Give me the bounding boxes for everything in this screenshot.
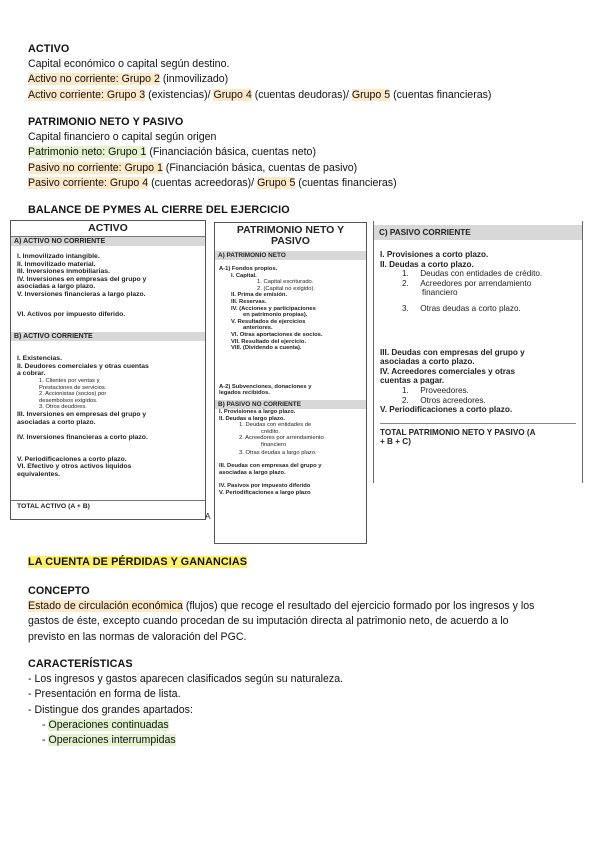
activo-line1: Capital económico o capital según destino. <box>28 58 230 71</box>
row: 2. Acreedores por arrendamiento <box>239 435 324 442</box>
highlight: Pasivo no corriente: Grupo 1 <box>28 161 163 174</box>
balance-activo-table <box>10 220 206 520</box>
row <box>380 386 576 396</box>
row: crédito. <box>261 428 281 435</box>
row: VI. Efectivo y otros activos líquidos <box>17 463 132 471</box>
concepto-section <box>28 584 573 645</box>
row <box>380 396 576 406</box>
row: I. Capital. <box>231 272 257 279</box>
table-title: PATRIMONIO NETO Y <box>236 224 345 236</box>
pyg-heading-wrap <box>28 555 573 570</box>
pnp-pc <box>28 176 573 191</box>
row: IV. Inversiones financieras a corto plazo. <box>17 434 148 442</box>
stray-letter: A <box>205 512 211 521</box>
row: V. Periodificaciones a largo plazo <box>219 489 311 496</box>
row: I. Provisiones a corto plazo. <box>380 250 489 259</box>
num: 2. <box>402 278 409 288</box>
row: asociadas a corto plazo. <box>380 357 475 367</box>
row: V. Periodificaciones a corto plazo. <box>17 455 127 463</box>
row: legados recibidos. <box>219 390 270 397</box>
row: VI. Otras aportaciones de socios. <box>231 331 323 338</box>
section-header: A) PATRIMONIO NETO <box>215 251 366 260</box>
row: VIII. (Dividendo a cuenta). <box>231 345 302 352</box>
highlight: Operaciones continuadas <box>48 718 169 731</box>
row: II. Deudores comerciales y otras cuentas <box>17 362 149 370</box>
section-header: A) ACTIVO NO CORRIENTE <box>11 236 205 246</box>
dash: - <box>42 734 49 747</box>
label: Proveedores. <box>420 385 469 395</box>
row: II. Deudas a corto plazo. <box>380 259 474 269</box>
row: VI. Activos por impuesto diferido. <box>17 310 126 318</box>
num: 3. <box>402 303 409 313</box>
label: Otras deudas a corto plazo. <box>420 303 521 313</box>
row: V. Resultados de ejercicios <box>231 318 306 325</box>
row: en patrimonio propias). <box>243 312 308 319</box>
row: II. Inmovilizado material. <box>17 260 96 268</box>
num: 2. <box>402 395 409 405</box>
balance-pn-table <box>214 222 367 544</box>
pyg-heading: LA CUENTA DE PÉRDIDAS Y GANANCIAS <box>28 556 248 568</box>
text: (flujos) que recoge el resultado del ejercicio formado por los ingresos y los <box>182 600 535 613</box>
text: (Financiación básica, cuentas neto) <box>146 146 316 159</box>
pnp-pn <box>28 145 573 160</box>
label: Deudas con entidades de crédito. <box>420 269 543 279</box>
activo-section <box>28 42 573 103</box>
caracteristicas-heading: CARACTERÍSTICAS <box>28 658 133 670</box>
row <box>380 269 576 279</box>
highlight: Grupo 5 <box>351 88 391 101</box>
concepto-line2: gastos de éste, excepto cuando procedan de su imputación directa al patrimonio neto, de acuerdo a lo <box>28 615 509 628</box>
row: I. Inmovilizado intangible. <box>17 253 100 260</box>
row: III. Deudas con empresas del grupo y <box>380 347 525 357</box>
pnp-pnc <box>28 161 573 176</box>
total-row: TOTAL PATRIMONIO NETO Y PASIVO (A <box>380 427 536 437</box>
row: equivalentes. <box>17 470 61 478</box>
list-item: - Presentación en forma de lista. <box>28 688 181 701</box>
row: 1. Deudas con entidades de <box>239 422 312 429</box>
highlight: Grupo 5 <box>257 176 296 189</box>
label: Acreedores por arrendamiento <box>420 278 532 288</box>
highlight: Pasivo corriente: Grupo 4 <box>28 176 149 189</box>
row: III. Deudas con empresas del grupo y <box>219 463 322 470</box>
highlight: Patrimonio neto: Grupo 1 <box>28 146 147 159</box>
balance-heading: BALANCE DE PYMES AL CIERRE DEL EJERCICIO <box>28 204 290 216</box>
row: V. Inversiones financieras a largo plazo. <box>17 290 146 298</box>
total-row: + B + C) <box>380 437 411 447</box>
row: asociadas a corto plazo. <box>17 418 96 426</box>
row: IV. Pasivos por impuesto diferido <box>219 483 311 490</box>
row: A-2) Subvenciones, donaciones y <box>219 383 312 390</box>
section-header: B) ACTIVO CORRIENTE <box>11 332 205 341</box>
text: (cuentas deudoras)/ <box>251 88 352 101</box>
activo-corriente <box>28 88 573 103</box>
balance-pc-table <box>373 221 583 483</box>
row: 2. (Capital no exigido). <box>257 285 316 292</box>
row: desembolsos exigidos. <box>39 397 98 404</box>
row: III. Inversiones en empresas del grupo y <box>17 410 147 418</box>
row: financiero <box>422 288 458 298</box>
num: 1. <box>402 269 409 279</box>
row: V. Periodificaciones a corto plazo. <box>380 405 513 415</box>
row <box>380 279 576 289</box>
text: (cuentas acreedoras)/ <box>148 176 258 189</box>
row: Prestaciones de servicios. <box>39 384 107 391</box>
row: II. Prima de emisión. <box>231 292 288 299</box>
row <box>380 304 576 314</box>
text: (cuentas financieras) <box>390 88 492 101</box>
row: 1. Capital escriturado. <box>257 279 314 286</box>
text: (cuentas financieras) <box>295 176 397 189</box>
row: IV. (Acciones y participaciones <box>231 305 316 312</box>
num: 1. <box>402 385 409 395</box>
row: cuentas a pagar. <box>380 376 445 386</box>
row: 3. Otros deudores. <box>39 404 88 411</box>
text: (Financiación básica, cuentas de pasivo) <box>162 161 358 174</box>
list-item: - Los ingresos y gastos aparecen clasificados según su naturaleza. <box>28 673 344 686</box>
row: anteriores. <box>243 325 273 332</box>
list-item <box>28 733 573 748</box>
highlight: Estado de circulación económica <box>28 600 183 613</box>
dash: - <box>42 718 49 731</box>
row: asociadas a largo plazo. <box>17 283 96 291</box>
pnp-heading: PATRIMONIO NETO Y PASIVO <box>28 116 184 128</box>
highlight: Operaciones interrumpidas <box>48 734 176 747</box>
caracteristicas-section <box>28 657 573 748</box>
section-header: B) PASIVO NO CORRIENTE <box>215 400 366 409</box>
row: A-1) Fondos propios. <box>219 266 278 272</box>
total-row: TOTAL ACTIVO (A + B) <box>11 500 205 513</box>
row: a cobrar. <box>17 370 46 378</box>
label: Otros acreedores. <box>420 395 486 405</box>
row: II. Deudas a largo plazo. <box>219 415 286 422</box>
pnp-line1: Capital financiero o capital según origen <box>28 131 217 144</box>
row: IV. Acreedores comerciales y otras <box>380 366 516 376</box>
concepto-line1 <box>28 599 573 614</box>
text: (inmovilizado) <box>159 73 229 86</box>
highlight: Activo no corriente: Grupo 2 <box>28 73 160 86</box>
concepto-heading: CONCEPTO <box>28 585 90 597</box>
row: 3. Otras deudas a largo plazo. <box>239 450 317 457</box>
row: I. Provisiones a largo plazo. <box>219 408 296 415</box>
pnp-section <box>28 115 573 191</box>
activo-heading: ACTIVO <box>28 43 70 55</box>
text: (existencias)/ <box>145 88 214 101</box>
row: VII. Resultado del ejercicio. <box>231 338 307 345</box>
row: I. Existencias. <box>17 355 62 363</box>
section-header: C) PASIVO CORRIENTE <box>374 225 582 240</box>
highlight: Grupo 4 <box>213 88 252 101</box>
list-item <box>28 718 573 733</box>
row: financiero <box>261 441 287 448</box>
row: IV. Inversiones en empresas del grupo y <box>17 275 147 283</box>
list-item: - Distingue dos grandes apartados: <box>28 703 193 716</box>
row: 1. Clientes por ventas y <box>39 377 100 384</box>
concepto-line3: previsto en las normas de valoración del PGC. <box>28 630 247 643</box>
highlight: Activo corriente: Grupo 3 <box>28 88 146 101</box>
row: 2. Accionistas (socios) por <box>39 391 107 398</box>
row: asociadas a largo plazo. <box>219 469 286 476</box>
activo-no-corriente <box>28 72 573 87</box>
row: III. Reservas. <box>231 298 267 305</box>
table-title: ACTIVO <box>88 222 128 234</box>
row: III. Inversiones inmobiliarias. <box>17 268 110 276</box>
table-title: PASIVO <box>271 235 310 247</box>
